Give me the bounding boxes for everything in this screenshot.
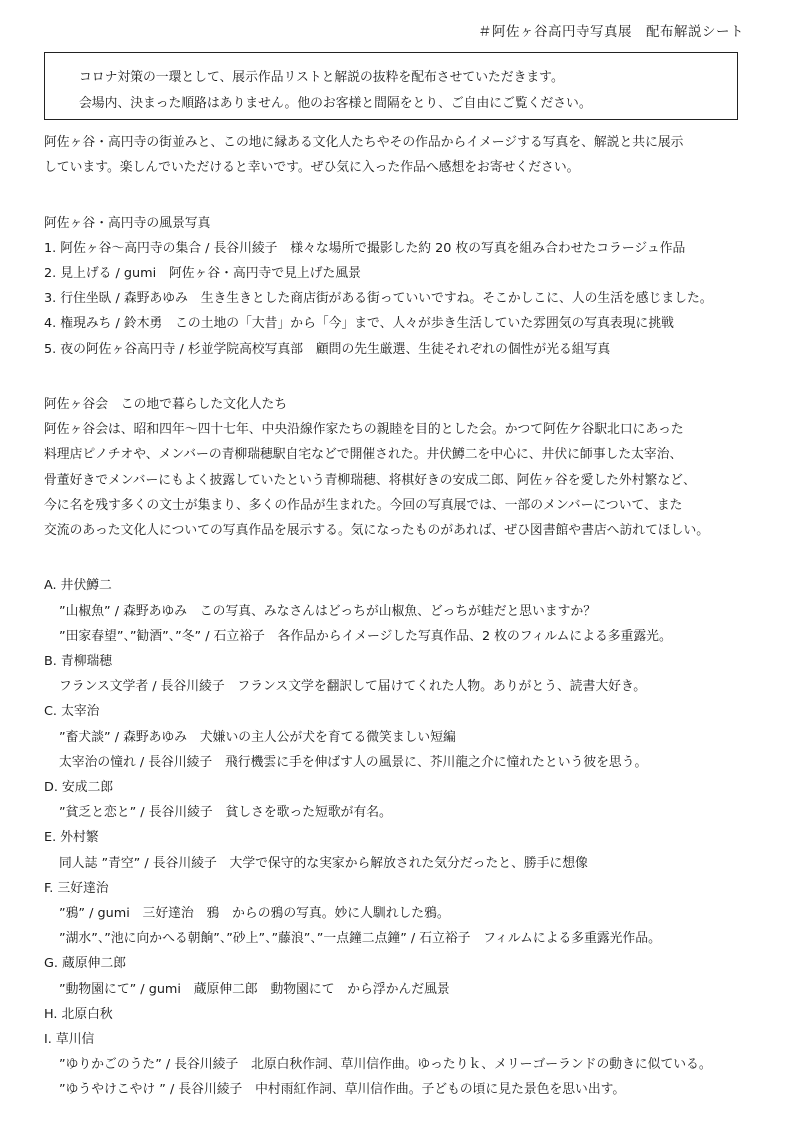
kai-line: 骨董好きでメンバーにもよく披露していたという青柳瑞穂、将棋好きの安成二郎、阿佐ヶ谷を愛した外村繁など、 [44,472,696,488]
notice-box [44,52,738,120]
kai-line: 交流のあった文化人についての写真作品を展示する。気になったものがあれば、ぜひ図書館や書店へ訪れてほしい。 [44,523,710,539]
author-heading: I. 草川信 [44,1032,95,1048]
kai-line: 阿佐ヶ谷会は、昭和四年～四十七年、中央沿線作家たちの親睦を目的とした会。かつて阿佐ケ谷駅北口にあった [44,422,684,438]
author-heading: H. 北原白秋 [44,1006,113,1022]
author-heading: F. 三好達治 [44,880,109,896]
work-line: ”貧乏と恋と” / 長谷川綾子 貧しさを歌った短歌が有名。 [59,805,392,821]
work-line: ”畜犬談” / 森野あゆみ 犬嫌いの主人公が犬を育てる微笑ましい短編 [59,729,456,745]
author-heading: E. 外村繁 [44,830,99,846]
work-line: 太宰治の憧れ / 長谷川綾子 飛行機雲に手を伸ばす人の風景に、芥川龍之介に憧れたという彼を思う。 [59,754,648,770]
work-line: ”田家春望”、”勧酒”、”冬” / 石立裕子 各作品からイメージした写真作品、2 枚のフィルムによる多重露光。 [59,628,672,644]
kai-heading: 阿佐ヶ谷会 この地で暮らした文化人たち [44,397,288,412]
kai-line: 料理店ピノチオや、メンバーの青柳瑞穂駅自宅などで開催された。井伏鱒二を中心に、井伏に師事した太宰治、 [44,447,683,463]
work-line: ”ゆうやけこやけ ” / 長谷川綾子 中村雨紅作詞、草川信作曲。子どもの頃に見た景色を思い出す。 [59,1082,626,1098]
work-line: ”山椒魚” / 森野あゆみ この写真、みなさんはどっちが山椒魚、どっちが蛙だと思いますか？ [59,603,597,619]
scenery-item: 4. 権現みち / 鈴木勇 この土地の「大昔」から「今」まで、人々が歩き生活していた雰囲気の写真表現に挑戦 [44,316,674,332]
intro-line: しています。楽しんでいただけると幸いです。ぜひ気に入った作品へ感想をお寄せください。 [44,160,580,176]
author-heading: A. 井伏鱒二 [44,578,112,594]
author-heading: C. 太宰治 [44,704,100,720]
scenery-item: 5. 夜の阿佐ヶ谷高円寺 / 杉並学院高校写真部 顧問の先生厳選、生徒それぞれの個性が光る組写真 [44,341,611,357]
sheet-body [44,130,774,1103]
author-heading: B. 青柳瑞穂 [44,654,113,670]
work-line: ”湖水”、”池に向かへる朝餉”、”砂上”、”藤浪”、”一点鐘二点鐘” / 石立裕子 フィルムによる多重露光作品。 [59,931,661,947]
notice-line: コロナ対策の一環として、展示作品リストと解説の抜粋を配布させていただきます。 [79,70,564,85]
kai-line: 今に名を残す多くの文士が集まり、多くの作品が生まれた。今回の写真展では、一部のメンバーについて、また [44,497,683,513]
intro-line: 阿佐ヶ谷・高円寺の街並みと、この地に縁ある文化人たちやその作品からイメージする写真を、解説と共に展示 [44,135,684,150]
scenery-item: 2. 見上げる / gumi 阿佐ヶ谷・高円寺で見上げた風景 [44,266,361,281]
work-line: ”鴉” / gumi 三好達治 鴉 からの鴉の写真。妙に人馴れした鴉。 [59,906,450,922]
work-line: ”ゆりかごのうた” / 長谷川綾子 北原白秋作詞、草川信作曲。ゆったりｋ、メリーゴーランドの動きに似ている。 [59,1057,712,1073]
work-line: ”動物園にて” / gumi 蔵原伸二郎 動物園にて から浮かんだ風景 [59,981,450,997]
work-line: フランス文学者 / 長谷川綾子 フランス文学を翻訳して届けてくれた人物。ありがとう、読書大好き。 [59,679,647,695]
scenery-heading: 阿佐ヶ谷・高円寺の風景写真 [44,215,211,231]
scenery-item: 1. 阿佐ヶ谷～高円寺の集合 / 長谷川綾子 様々な場所で撮影した約 20 枚の写真を組み合わせたコラージュ作品 [44,240,686,256]
sheet-title: ＃阿佐ヶ谷高円寺写真展 配布解説シート [478,24,744,40]
author-heading: D. 安成二郎 [44,780,114,796]
scenery-item: 3. 行住坐臥 / 森野あゆみ 生き生きとした商店街がある街っていいですね。そこかしこに、人の生活を感じました。 [44,291,713,307]
notice-line: 会場内、決まった順路はありません。他のお客様と間隔をとり、ご自由にご覧ください。 [79,96,592,111]
author-heading: G. 蔵原伸二郎 [44,956,127,972]
work-line: 同人誌 ”青空” / 長谷川綾子 大学で保守的な実家から解放された気分だったと、勝手に想像 [59,855,588,871]
